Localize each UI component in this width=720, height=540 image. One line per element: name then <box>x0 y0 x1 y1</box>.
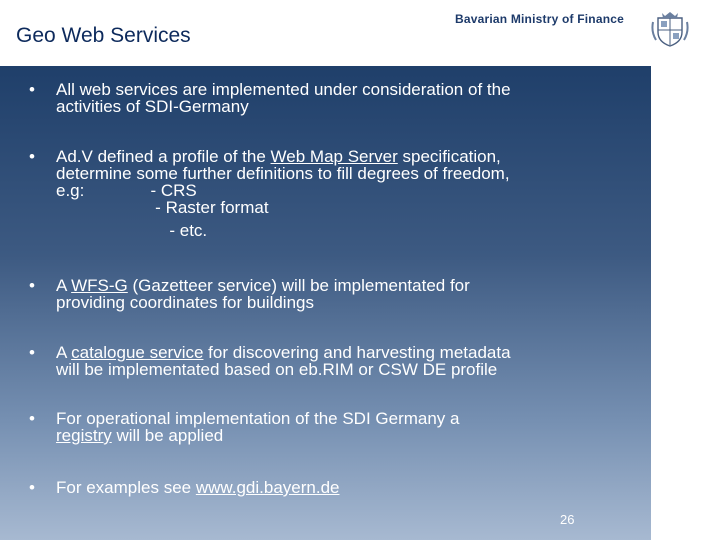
bullet-line <box>56 277 616 294</box>
bullet-line: activities of SDI-Germany <box>56 97 249 116</box>
bullet-text <box>56 410 616 444</box>
bullet-line <box>56 344 616 361</box>
slide-title: Geo Web Services <box>16 24 191 47</box>
bullet-marker: • <box>29 80 35 99</box>
gdi-bayern-link[interactable]: www.gdi.bayern.de <box>195 478 340 497</box>
bullet-line: providing coordinates for buildings <box>56 293 314 312</box>
bullet-text <box>56 479 616 496</box>
text-span: specification, <box>397 147 501 166</box>
bullet-line: will be implementated based on eb.RIM or CSW DE profile <box>56 360 498 379</box>
bullet-text <box>56 344 616 378</box>
bullet-text <box>56 277 616 311</box>
bullet-line: - Raster format <box>56 198 269 217</box>
text-span: For examples see <box>56 478 196 497</box>
bullet-list <box>0 66 651 540</box>
text-span: A <box>56 343 72 362</box>
bullet-line: determine some further definitions to fill degrees of freedom, <box>56 164 510 183</box>
text-span: A <box>56 276 72 295</box>
ministry-name: Bavarian Ministry of Finance <box>455 12 624 26</box>
text-span: for discovering and harvesting metadata <box>203 343 511 362</box>
bullet-marker: • <box>29 478 35 497</box>
text-span: will be applied <box>111 426 224 445</box>
bullet-marker: • <box>29 409 35 428</box>
text-span: Ad.V defined a profile of the <box>56 147 271 166</box>
wfs-g-link[interactable]: WFS-G <box>71 276 128 295</box>
bavarian-coat-of-arms-icon <box>650 8 690 50</box>
bullet-line <box>56 148 616 165</box>
bullet-line: - etc. <box>56 221 208 240</box>
bullet-line <box>56 479 616 496</box>
bullet-text <box>56 81 616 115</box>
catalogue-service-link[interactable]: catalogue service <box>71 343 204 362</box>
bullet-line <box>56 427 616 444</box>
web-map-server-link[interactable]: Web Map Server <box>270 147 398 166</box>
header <box>0 0 720 66</box>
bullet-marker: • <box>29 276 35 295</box>
bullet-marker: • <box>29 147 35 166</box>
bullet-text <box>56 148 616 239</box>
bullet-line: For operational implementation of the SDI Germany a <box>56 409 460 428</box>
registry-link[interactable]: registry <box>56 426 112 445</box>
page-number: 26 <box>560 512 575 527</box>
bullet-line: All web services are implemented under consideration of the <box>56 80 511 99</box>
bullet-marker: • <box>29 343 35 362</box>
text-span: (Gazetteer service) will be implementated for <box>127 276 470 295</box>
bullet-line: e.g: - CRS <box>56 181 197 200</box>
